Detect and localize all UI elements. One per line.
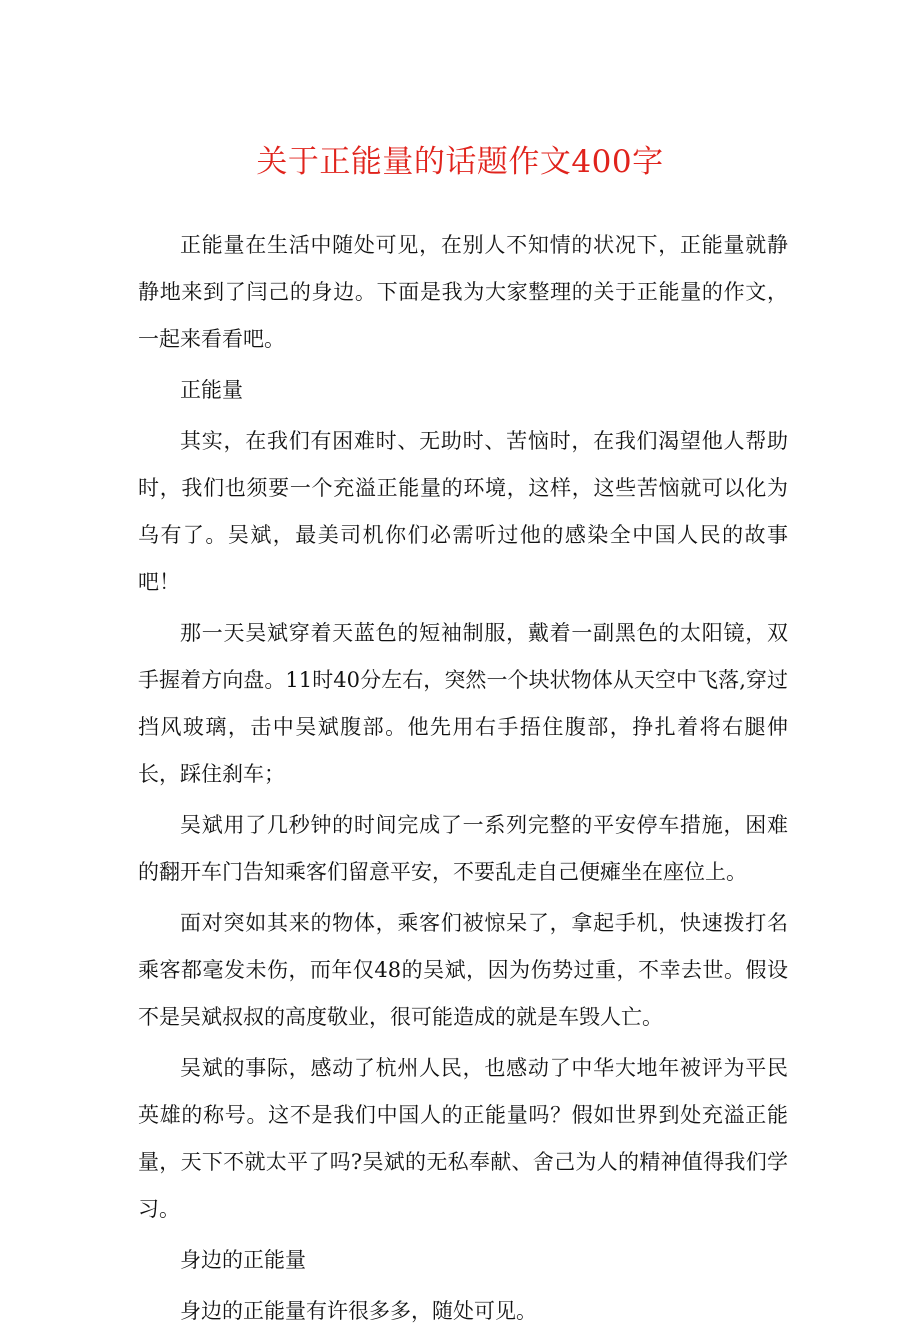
paragraph-passengers: 面对突如其来的物体，乘客们被惊呆了，拿起手机，快速拨打名乘客都毫发未伤，而年仅48的吴斌，因为伤势过重，不幸去世。假设不是吴斌叔叔的高度敬业，很可能造成的就是车毁人亡。 xyxy=(138,911,788,1029)
section-heading-around-us: 身边的正能量 xyxy=(180,1248,306,1272)
paragraph-safe-stop: 吴斌用了几秒钟的时间完成了一系列完整的平安停车措施，困难的翻开车门告知乘客们留意平安，不要乱走自己便瘫坐在座位上。 xyxy=(138,813,788,884)
section-heading-positive-energy: 正能量 xyxy=(180,378,243,402)
paragraph-that-day: 那一天吴斌穿着天蓝色的短袖制服，戴着一副黑色的太阳镜，双手握着方向盘。11时40分左右，突然一个块状物体从天空中飞落,穿过挡风玻璃，击中吴斌腹部。他先用右手捂住腹部，挣扎着将右腿伸长，踩住刹车； xyxy=(138,621,788,786)
paragraph-moved-people: 吴斌的事际，感动了杭州人民，也感动了中华大地年被评为平民英雄的称号。这不是我们中国人的正能量吗？假如世界到处充溢正能量，天下不就太平了吗?吴斌的无私奉献、舍己为人的精神值得我们学习。 xyxy=(138,1056,788,1221)
paragraph-difficulty: 其实，在我们有困难时、无助时、苦恼时，在我们渴望他人帮助时，我们也须要一个充溢正能量的环境，这样，这些苦恼就可以化为乌有了。吴斌，最美司机你们必需听过他的感染全中国人民的故事吧！ xyxy=(138,429,788,594)
document-title: 关于正能量的话题作文400字 xyxy=(256,144,664,180)
paragraph-around-us: 身边的正能量有许很多多，随处可见。 xyxy=(180,1299,537,1323)
document-body xyxy=(138,222,788,1339)
intro-paragraph: 正能量在生活中随处可见，在别人不知情的状况下，正能量就静静地来到了闫己的身边。下面是我为大家整理的关于正能量的作文，一起来看看吧。 xyxy=(138,233,788,351)
